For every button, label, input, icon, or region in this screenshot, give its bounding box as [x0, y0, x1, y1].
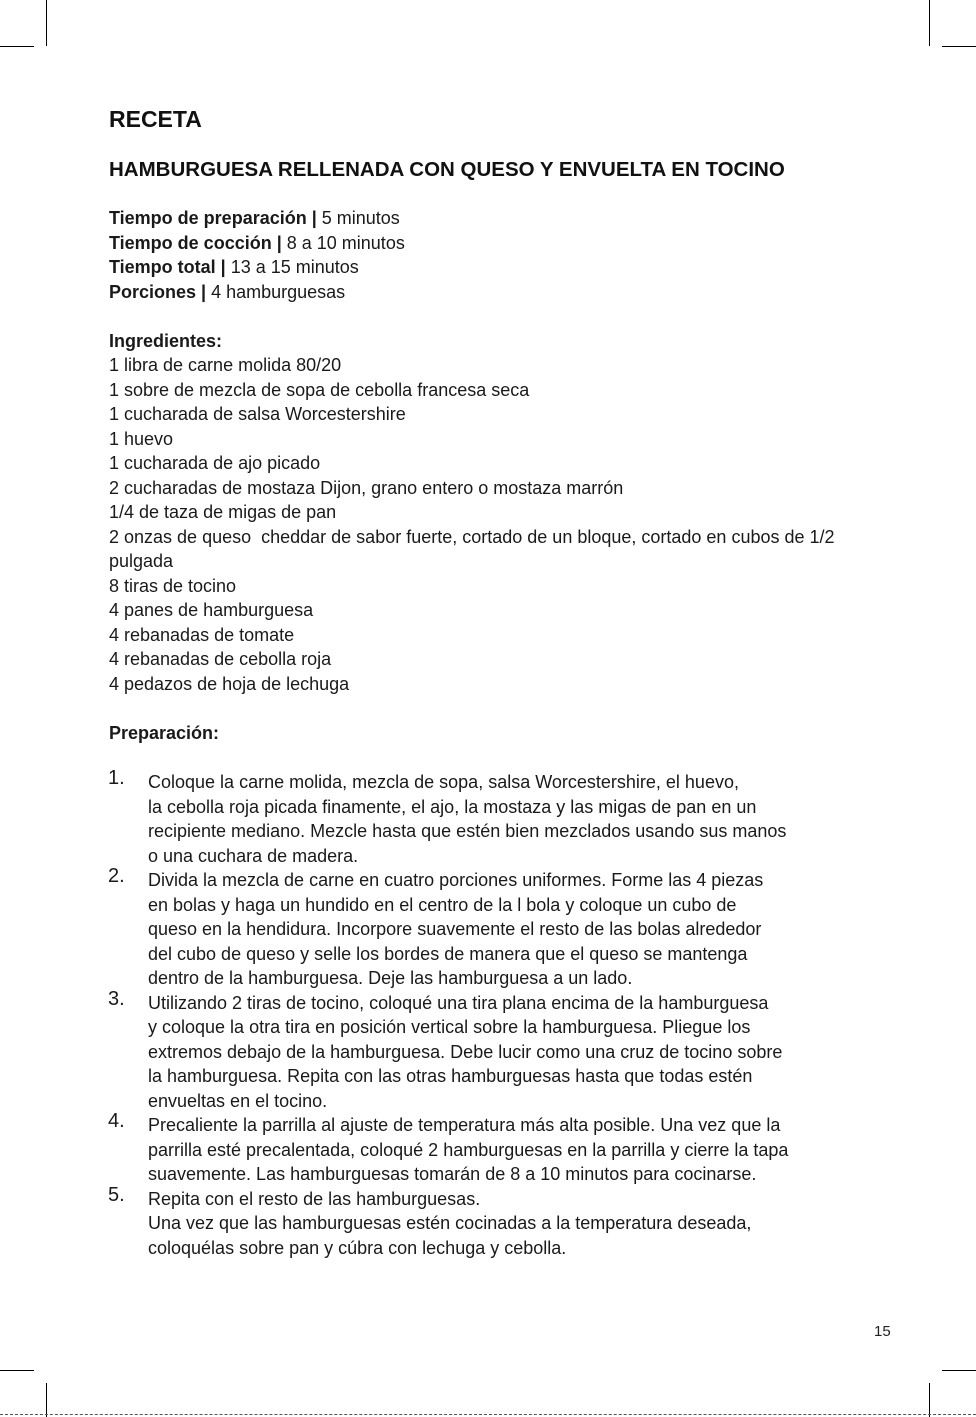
ingredient-item: 4 pedazos de hoja de lechuga [109, 673, 350, 694]
meta-value: 13 a 15 minutos [225, 257, 359, 277]
recipe-page [109, 104, 889, 1260]
ingredient-item: 2 onzas de queso cheddar de sabor fuerte, cortado de un bloque, cortado en cubos de 1/2 pulgada [109, 526, 840, 571]
meta-key: Tiempo total | [109, 257, 226, 277]
preparation-heading: Preparación: [109, 722, 220, 743]
preparation-steps [108, 767, 889, 1260]
page-number: 15 [874, 1323, 891, 1340]
meta-value: 5 minutos [316, 208, 400, 228]
preparation-step [108, 1183, 889, 1261]
meta-key: Tiempo de preparación | [109, 208, 317, 228]
ingredient-item: 1/4 de taza de migas de pan [109, 502, 337, 522]
step-number: 4. [108, 1110, 125, 1132]
step-text: Repita con el resto de las hamburguesas. Una vez que las hamburguesas estén cocinadas a la temperatura deseada, coloquélas sobre pan y cúbra con lechuga y cebolla. [148, 1188, 752, 1258]
step-number: 2. [108, 865, 125, 887]
crop-mark-bottom-left-vertical [46, 1383, 47, 1417]
meta-line [109, 280, 889, 305]
trim-line [0, 1414, 976, 1415]
meta-key: Tiempo de cocción | [109, 232, 282, 253]
section-label: RECETA [109, 106, 202, 132]
preparation-step [108, 1110, 889, 1187]
preparation-step [108, 987, 889, 1114]
ingredient-item: 1 cucharada de salsa Worcestershire [109, 404, 406, 424]
ingredient-item: 4 rebanadas de tomate [109, 624, 295, 645]
step-text: Coloque la carne molida, mezcla de sopa, salsa Worcestershire, el huevo, la cebolla roja picada finamente, el ajo, la mostaza y las migas de pan en un recipiente mediano. Mezcle hasta que estén bien mezclados usando sus manos o una cuchara de madera. [148, 772, 787, 866]
step-text: Divida la mezcla de carne en cuatro porciones uniformes. Forme las 4 piezas en bolas y haga un hundido en el centro de la l bola y coloque un cubo de queso en la hendidura. Incorpore suavemente el resto de las bolas alrededor del cubo de queso y selle los bordes de manera que el queso se mantenga dentro de la hamburguesa. Deje las hamburguesa a un lado. [148, 870, 764, 988]
meta-line [109, 255, 889, 280]
crop-mark-top-right-horizontal [942, 46, 976, 47]
meta-line [109, 231, 889, 256]
ingredients-heading: Ingredientes: [109, 330, 223, 351]
crop-mark-top-right-vertical [929, 0, 930, 46]
recipe-meta [109, 206, 889, 304]
meta-line [109, 206, 889, 231]
ingredient-item: 2 cucharadas de mostaza Dijon, grano entero o mostaza marrón [109, 477, 624, 498]
crop-mark-top-left-vertical [46, 0, 47, 46]
crop-mark-bottom-right-horizontal [942, 1370, 976, 1371]
ingredient-item: 1 huevo [109, 428, 174, 449]
step-number: 3. [108, 987, 125, 1010]
meta-key: Porciones | [109, 281, 207, 302]
crop-mark-bottom-left-horizontal [0, 1370, 34, 1371]
ingredient-item: 1 libra de carne molida 80/20 [109, 355, 342, 375]
step-number: 5. [108, 1183, 125, 1206]
step-number: 1. [108, 767, 125, 789]
ingredients-list [109, 353, 889, 696]
preparation-step [108, 767, 889, 868]
step-text: Utilizando 2 tiras de tocino, coloqué una tira plana encima de la hamburguesa y coloque la otra tira en posición vertical sobre la hamburguesa. Pliegue los extremos debajo de la hamburguesa. Debe lucir como una cruz de tocino sobre la hamburguesa. Repita con las otras hamburguesas hasta que todas estén envueltas en el tocino. [148, 992, 783, 1111]
recipe-title: HAMBURGUESA RELLENADA CON QUESO Y ENVUELTA EN TOCINO [109, 158, 785, 181]
ingredient-item: 1 sobre de mezcla de sopa de cebolla francesa seca [109, 379, 530, 400]
ingredient-item: 8 tiras de tocino [109, 575, 237, 596]
step-text: Precaliente la parrilla al ajuste de temperatura más alta posible. Una vez que la parrilla esté precalentada, coloqué 2 hamburguesas en la parrilla y cierre la tapa suavemente. Las hamburguesas tomarán de 8 a 10 minutos para cocinarse. [148, 1115, 789, 1184]
preparation-step [108, 865, 889, 991]
crop-mark-bottom-right-vertical [929, 1383, 930, 1417]
preparation-section [109, 721, 889, 1261]
ingredient-item: 1 cucharada de ajo picado [109, 453, 321, 473]
ingredient-item: 4 panes de hamburguesa [109, 600, 314, 620]
crop-mark-top-left-horizontal [0, 46, 34, 47]
ingredient-item: 4 rebanadas de cebolla roja [109, 649, 332, 669]
meta-value: 4 hamburguesas [206, 281, 346, 302]
meta-value: 8 a 10 minutos [281, 232, 405, 253]
ingredients-section [109, 329, 889, 697]
